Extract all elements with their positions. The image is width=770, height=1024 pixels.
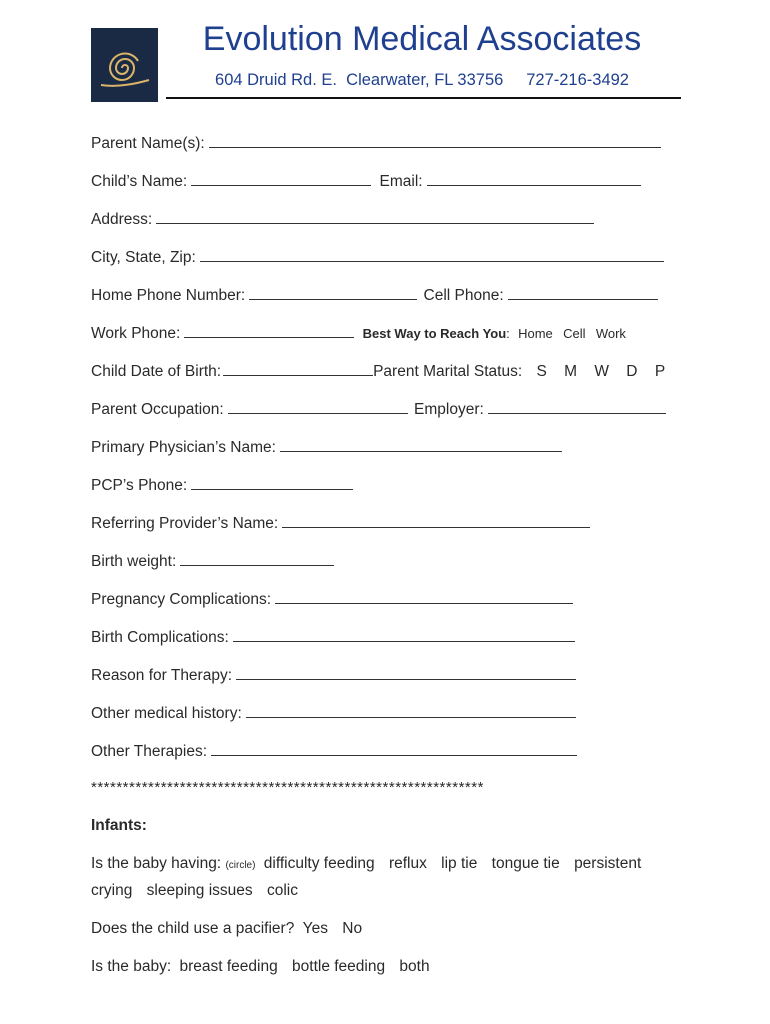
- parent-occupation-label: Parent Occupation:: [91, 401, 224, 418]
- pregnancy-complications-label: Pregnancy Complications:: [91, 591, 272, 608]
- cell-phone-field[interactable]: [508, 285, 658, 300]
- other-therapies-label: Other Therapies:: [91, 743, 208, 760]
- pcp-phone-label: PCP’s Phone:: [91, 477, 188, 494]
- city-state-zip-field[interactable]: [200, 247, 664, 262]
- option-sleeping-issues[interactable]: sleeping issues: [146, 882, 253, 899]
- birth-complications-field[interactable]: [233, 627, 575, 642]
- best-way-option-work[interactable]: Work: [595, 326, 626, 341]
- child-dob-field[interactable]: [223, 361, 373, 376]
- referring-provider-field[interactable]: [282, 513, 590, 528]
- birth-weight-label: Birth weight:: [91, 553, 177, 570]
- other-medical-history-row: [91, 703, 576, 723]
- circle-note: (circle): [225, 860, 256, 871]
- feeding-option-both[interactable]: both: [399, 958, 430, 975]
- child-name-row: [91, 171, 641, 191]
- referring-provider-label: Referring Provider’s Name:: [91, 515, 279, 532]
- child-dob-label: Child Date of Birth:: [91, 363, 222, 380]
- work-phone-field[interactable]: [184, 323, 354, 338]
- pcp-phone-row: [91, 475, 353, 495]
- feeding-question: Is the baby:: [91, 958, 172, 975]
- birth-complications-label: Birth Complications:: [91, 629, 229, 646]
- child-name-field[interactable]: [191, 171, 371, 186]
- pregnancy-complications-row: [91, 589, 573, 609]
- email-field[interactable]: [427, 171, 641, 186]
- best-way-option-home[interactable]: Home: [518, 326, 553, 341]
- marital-option-m[interactable]: M: [564, 363, 578, 380]
- address-row: [91, 209, 594, 229]
- cell-phone-label: Cell Phone:: [423, 287, 504, 304]
- option-reflux[interactable]: reflux: [388, 855, 427, 872]
- pacifier-question: Does the child use a pacifier?: [91, 920, 295, 937]
- work-phone-row: [91, 323, 626, 343]
- pacifier-option-yes[interactable]: Yes: [302, 920, 328, 937]
- option-difficulty-feeding[interactable]: difficulty feeding: [263, 855, 375, 872]
- parent-names-label: Parent Name(s):: [91, 135, 205, 152]
- birth-weight-row: [91, 551, 334, 571]
- pcp-phone-field[interactable]: [191, 475, 353, 490]
- baby-having-label: Is the baby having:: [91, 855, 222, 872]
- address-label: Address:: [91, 211, 153, 228]
- reason-for-therapy-row: [91, 665, 576, 685]
- infants-heading: Infants:: [91, 817, 147, 834]
- best-way-colon: :: [506, 326, 510, 341]
- marital-option-d[interactable]: D: [626, 363, 638, 380]
- best-way-option-cell[interactable]: Cell: [563, 326, 586, 341]
- city-state-zip-label: City, State, Zip:: [91, 249, 196, 266]
- marital-option-p[interactable]: P: [654, 363, 666, 380]
- feeding-option-breast[interactable]: breast feeding: [179, 958, 278, 975]
- logo: [91, 28, 158, 102]
- header-divider: [166, 97, 681, 99]
- other-therapies-row: [91, 741, 577, 761]
- marital-status-label: Parent Marital Status:: [373, 363, 523, 380]
- pacifier-row: [91, 920, 362, 938]
- pacifier-option-no[interactable]: No: [342, 920, 363, 937]
- marital-option-s[interactable]: S: [536, 363, 547, 380]
- primary-physician-field[interactable]: [280, 437, 562, 452]
- marital-option-w[interactable]: W: [594, 363, 609, 380]
- spiral-shell-icon: [91, 28, 158, 102]
- clinic-address: 604 Druid Rd. E. Clearwater, FL 33756 727-216-3492: [215, 71, 629, 89]
- primary-physician-row: [91, 437, 562, 457]
- phone-row: [91, 285, 658, 305]
- option-crying[interactable]: crying: [91, 882, 133, 899]
- pregnancy-complications-field[interactable]: [275, 589, 573, 604]
- other-therapies-field[interactable]: [211, 741, 577, 756]
- home-phone-field[interactable]: [249, 285, 417, 300]
- parent-occupation-field[interactable]: [228, 399, 408, 414]
- best-way-label: Best Way to Reach You: [362, 326, 507, 341]
- referring-provider-row: [91, 513, 590, 533]
- feeding-row: [91, 958, 430, 976]
- employer-field[interactable]: [488, 399, 666, 414]
- page-title: Evolution Medical Associates: [202, 20, 642, 58]
- parent-names-field[interactable]: [209, 133, 661, 148]
- city-state-zip-row: [91, 247, 664, 267]
- home-phone-label: Home Phone Number:: [91, 287, 246, 304]
- dob-marital-row: [91, 361, 665, 381]
- birth-weight-field[interactable]: [180, 551, 334, 566]
- option-persistent-crying[interactable]: persistent: [574, 855, 642, 872]
- address-field[interactable]: [156, 209, 594, 224]
- baby-having-row-2: [91, 882, 298, 900]
- reason-for-therapy-field[interactable]: [236, 665, 576, 680]
- reason-for-therapy-label: Reason for Therapy:: [91, 667, 233, 684]
- baby-having-row: [91, 855, 641, 873]
- employer-label: Employer:: [414, 401, 484, 418]
- option-tongue-tie[interactable]: tongue tie: [491, 855, 560, 872]
- email-label: Email:: [379, 173, 423, 190]
- other-medical-history-label: Other medical history:: [91, 705, 242, 722]
- parent-names-row: [91, 133, 661, 153]
- other-medical-history-field[interactable]: [246, 703, 576, 718]
- occupation-row: [91, 399, 666, 419]
- primary-physician-label: Primary Physician’s Name:: [91, 439, 276, 456]
- section-separator: **************************************************************: [91, 779, 484, 796]
- work-phone-label: Work Phone:: [91, 325, 181, 342]
- child-name-label: Child’s Name:: [91, 173, 188, 190]
- birth-complications-row: [91, 627, 575, 647]
- option-lip-tie[interactable]: lip tie: [441, 855, 478, 872]
- option-colic[interactable]: colic: [266, 882, 298, 899]
- feeding-option-bottle[interactable]: bottle feeding: [292, 958, 386, 975]
